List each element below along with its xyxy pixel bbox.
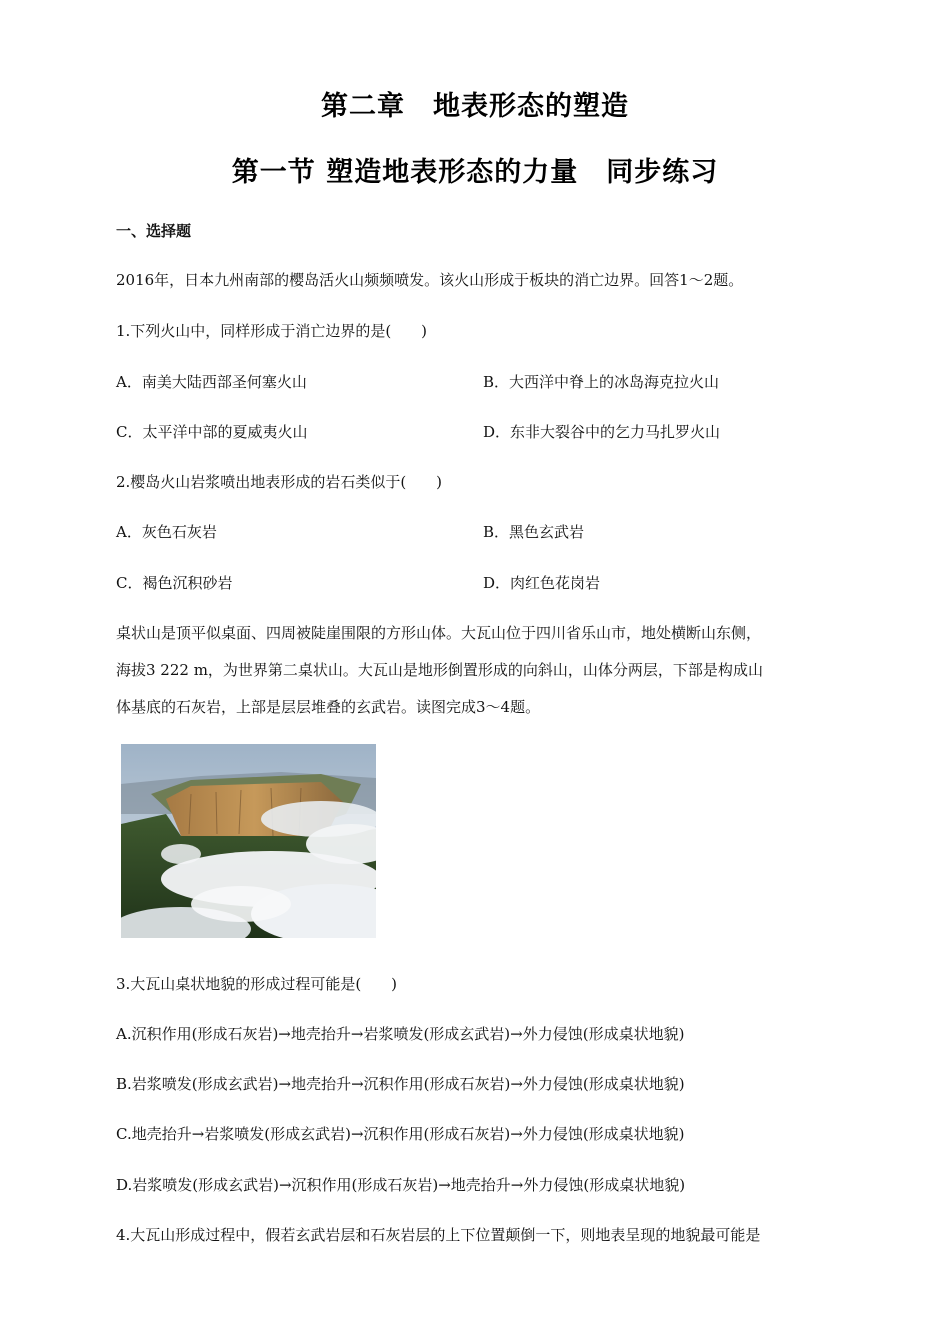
- question-1-option-b: B．大西洋中脊上的冰岛海克拉火山: [483, 373, 720, 391]
- question-1-option-a: A．南美大陆西部圣何塞火山: [116, 373, 307, 391]
- intro-paragraph-2-line-2: 海拔3 222 m，为世界第二桌状山。大瓦山是地形倒置形成的向斜山，山体分两层，下部是构成山: [116, 661, 763, 679]
- table-mountain-photo: [121, 744, 376, 938]
- question-4-stem: 4.大瓦山形成过程中，假若玄武岩层和石灰岩层的上下位置颠倒一下，则地表呈现的地貌最可能是: [116, 1226, 761, 1244]
- chapter-title: 第二章 地表形态的塑造: [321, 91, 629, 122]
- question-1-option-d: D．东非大裂谷中的乞力马扎罗火山: [483, 423, 721, 441]
- question-3-stem: 3.大瓦山桌状地貌的形成过程可能是( ): [116, 975, 398, 993]
- question-2-option-b: B．黑色玄武岩: [483, 523, 585, 541]
- question-3-option-a: A.沉积作用(形成石灰岩)→地壳抬升→岩浆喷发(形成玄武岩)→外力侵蚀(形成桌状地貌): [116, 1025, 685, 1043]
- question-3-option-b: B.岩浆喷发(形成玄武岩)→地壳抬升→沉积作用(形成石灰岩)→外力侵蚀(形成桌状地貌): [116, 1075, 685, 1093]
- intro-paragraph-2-line-1: 桌状山是顶平似桌面、四周被陡崖围限的方形山体。大瓦山位于四川省乐山市，地处横断山东侧，: [116, 624, 762, 642]
- intro-paragraph-1: 2016年，日本九州南部的樱岛活火山频频喷发。该火山形成于板块的消亡边界。回答1～2题。: [116, 271, 744, 289]
- question-2-option-d: D．肉红色花岗岩: [483, 574, 601, 592]
- question-2-stem: 2.樱岛火山岩浆喷出地表形成的岩石类似于( ): [116, 473, 443, 491]
- section-heading: 一、选择题: [116, 222, 192, 240]
- question-1-stem: 1.下列火山中，同样形成于消亡边界的是( ): [116, 322, 428, 340]
- question-3-option-c: C.地壳抬升→岩浆喷发(形成玄武岩)→沉积作用(形成石灰岩)→外力侵蚀(形成桌状地貌): [116, 1125, 685, 1143]
- question-2-option-a: A．灰色石灰岩: [116, 523, 217, 541]
- question-1-option-c: C．太平洋中部的夏威夷火山: [116, 423, 308, 441]
- intro-paragraph-2-line-3: 体基底的石灰岩，上部是层层堆叠的玄武岩。读图完成3～4题。: [116, 698, 541, 716]
- question-3-option-d: D.岩浆喷发(形成玄武岩)→沉积作用(形成石灰岩)→地壳抬升→外力侵蚀(形成桌状地貌): [116, 1176, 686, 1194]
- section-title: 第一节 塑造地表形态的力量 同步练习: [231, 157, 719, 188]
- question-2-option-c: C．褐色沉积砂岩: [116, 574, 233, 592]
